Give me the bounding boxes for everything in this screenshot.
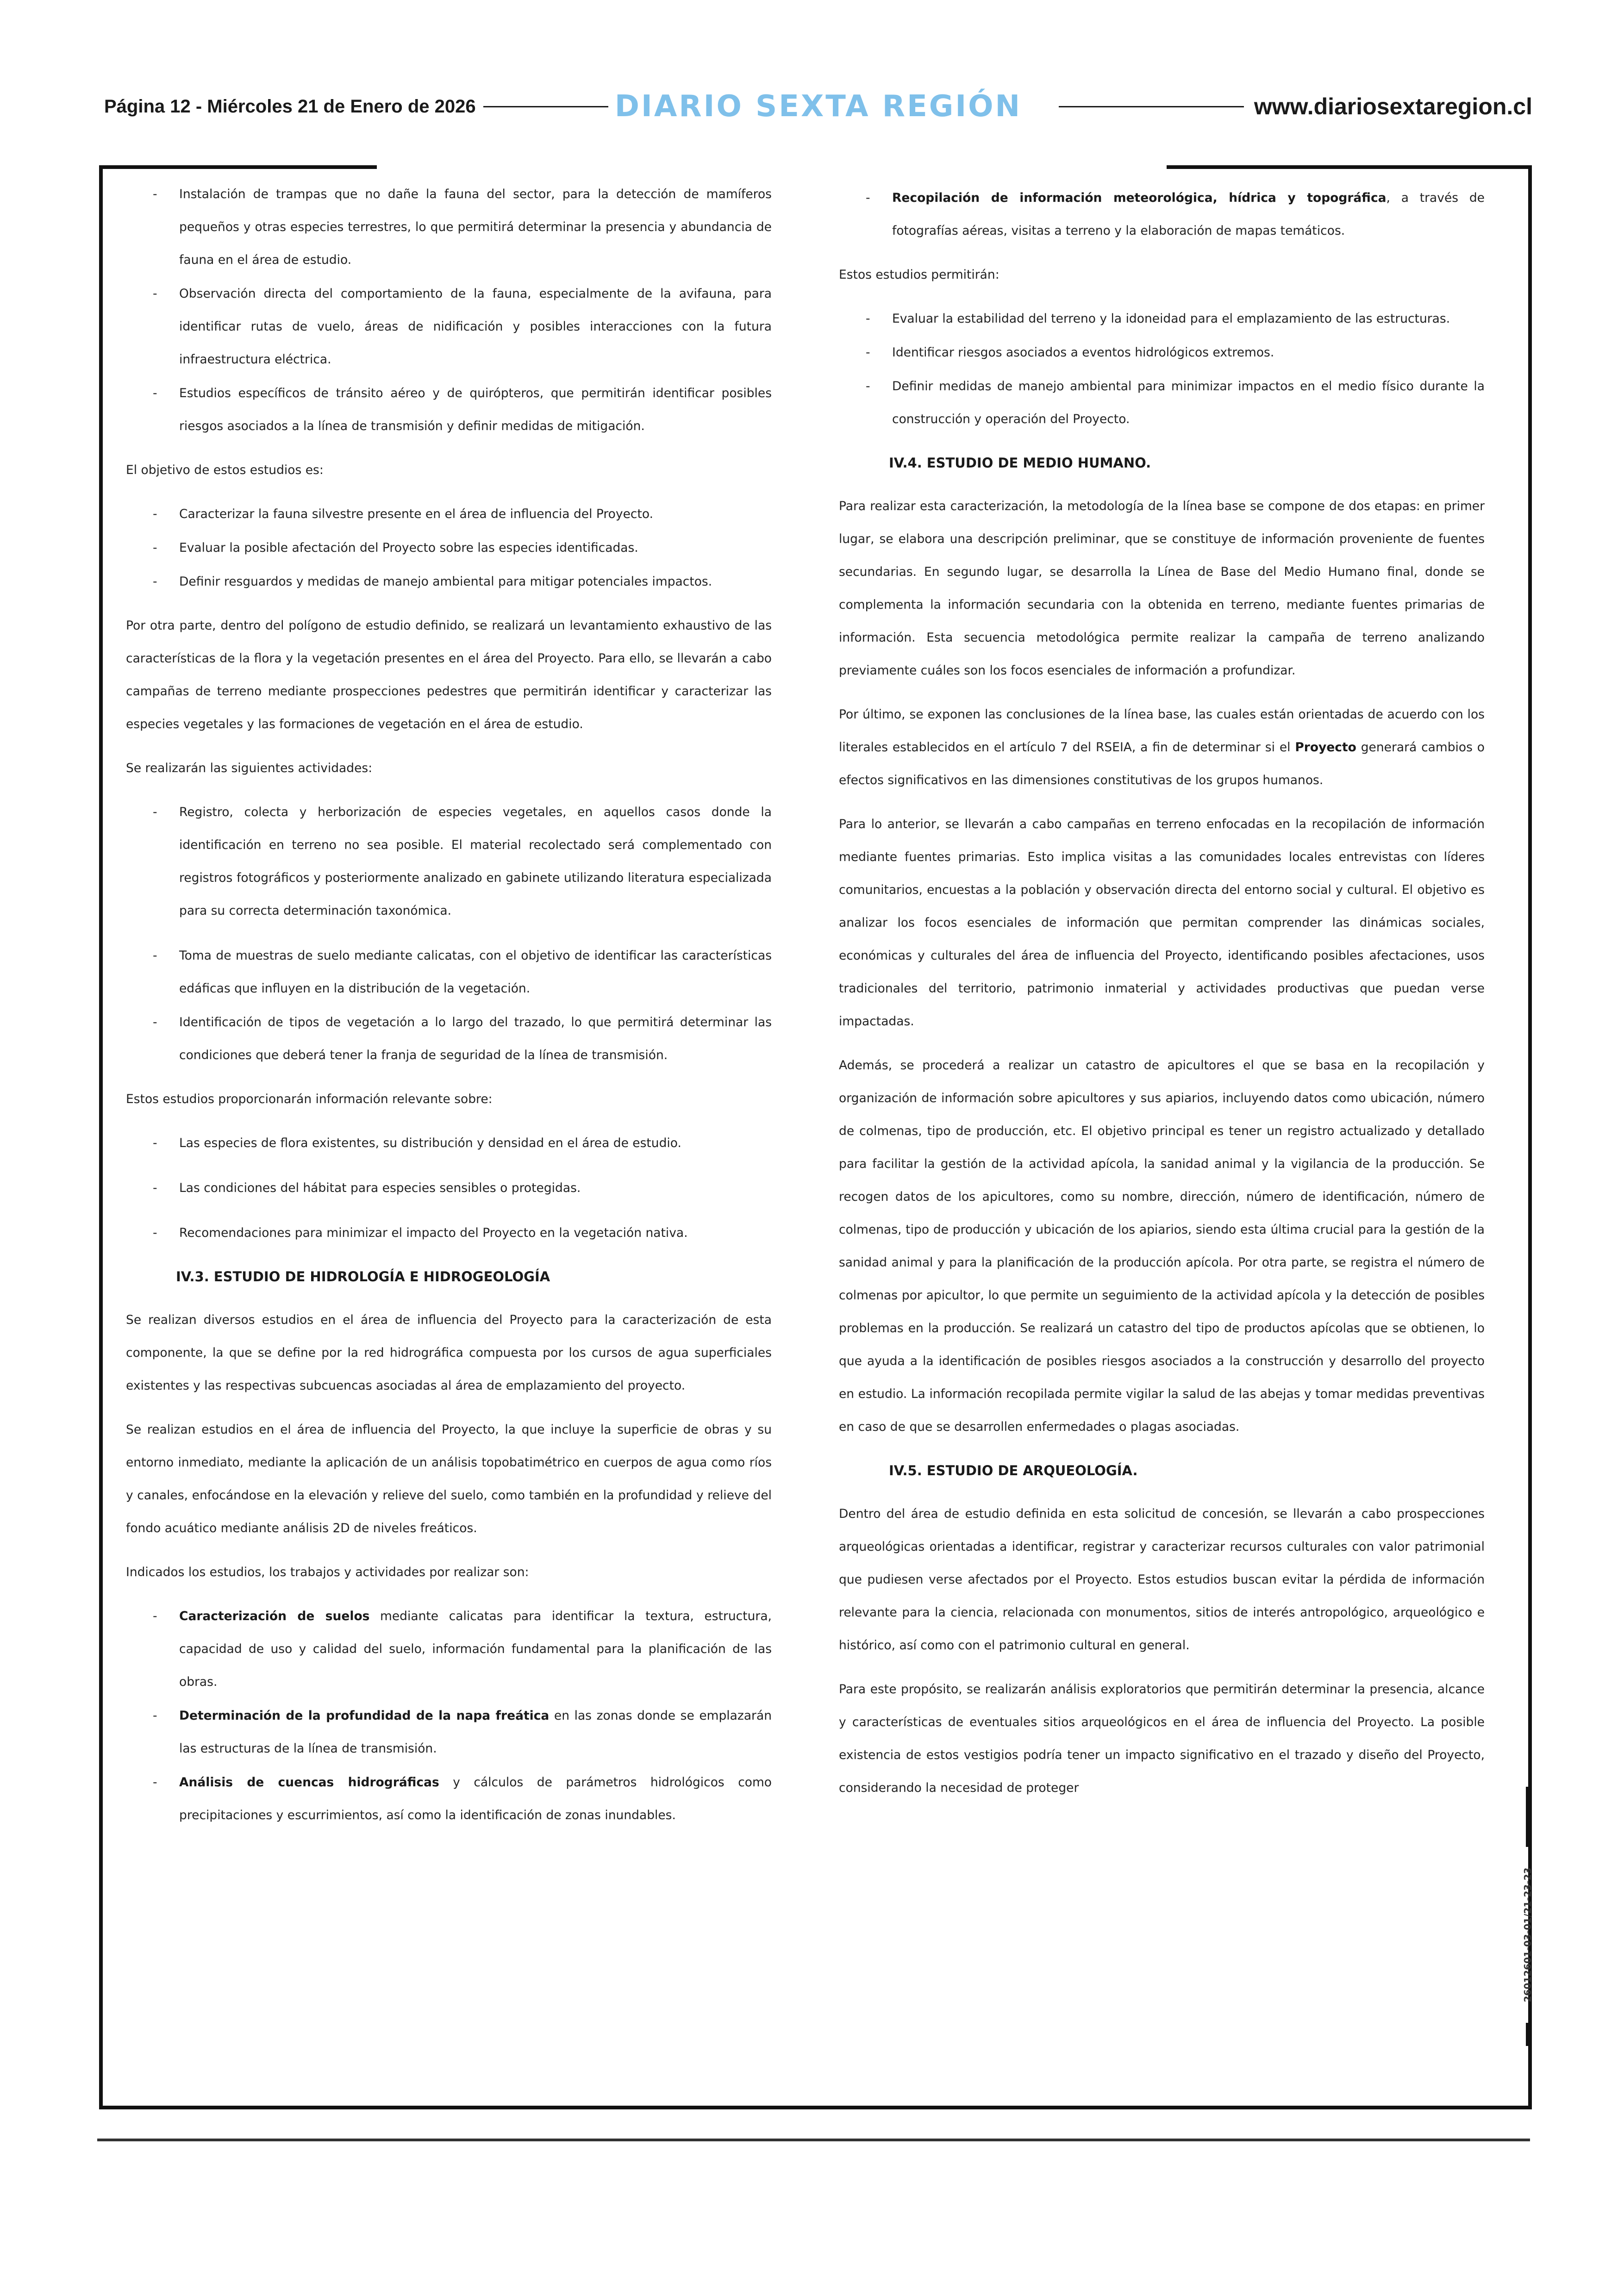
allow-intro: Estos estudios permitirán: bbox=[839, 268, 999, 282]
info-list bbox=[126, 1127, 772, 1249]
list-item: - Registro, colecta y herborización de especies vegetales, en aquellos casos donde la identificación en terreno no sea posible. El material recolectado será complementado con registros fotográficos y posteriormente analizado en gabinete utilizando literatura especializada para su correcta determinación taxonómica. bbox=[153, 805, 772, 918]
side-bar-top bbox=[1526, 1787, 1529, 1847]
list-item: - Toma de muestras de suelo mediante calicatas, con el objetivo de identificar las características edáficas que influyen en la distribución de la vegetación. bbox=[153, 948, 772, 996]
allow-list bbox=[839, 302, 1485, 436]
archaeo-paragraph-1: Dentro del área de estudio definida en esta solicitud de concesión, se llevarán a cabo prospecciones arqueológicas orientadas a identificar, registrar y caracterizar recursos culturales con valor patrimonial que pudiesen verse afectados por el Proyecto. Estos estudios buscan evitar la pérdida de información relevante para la ciencia, relacionada con monumentos, sitios de interés antropológico, arqueológico e histórico, así como con el patrimonio cultural en general. bbox=[839, 1507, 1485, 1653]
list-item: - Recopilación de información meteorológica, hídrica y topográfica, a través de fotografías aéreas, visitas a terreno y la elaboración de mapas temáticos. bbox=[866, 191, 1485, 238]
list-item: - Las condiciones del hábitat para especies sensibles o protegidas. bbox=[153, 1181, 581, 1195]
list-item: - Caracterización de suelos mediante calicatas para identificar la textura, estructura, capacidad de uso y calidad del suelo, información fundamental para la planificación de las obras. bbox=[153, 1609, 772, 1689]
section-heading-iv3: IV.3. ESTUDIO DE HIDROLOGÍA E HIDROGEOLOGÍA bbox=[176, 1269, 550, 1285]
hydro-list bbox=[126, 1600, 772, 1832]
list-item: - Estudios específicos de tránsito aéreo y de quirópteros, que permitirán identificar posibles riesgos asociados a la línea de transmisión y definir medidas de mitigación. bbox=[153, 386, 772, 433]
side-bar-bottom bbox=[1526, 2023, 1529, 2046]
fauna-methods-list bbox=[126, 178, 772, 443]
page-header bbox=[104, 88, 1532, 125]
info-intro: Estos estudios proporcionarán información relevante sobre: bbox=[126, 1092, 493, 1106]
list-item: - Determinación de la profundidad de la napa freática en las zonas donde se emplazarán las estructuras de la línea de transmisión. bbox=[153, 1709, 772, 1756]
human-paragraph-3: Para lo anterior, se llevarán a cabo campañas en terreno enfocadas en la recopilación de información mediante fuentes primarias. Esto implica visitas a las comunidades locales entrevistas con líderes comunitarios, encuestas a la población y observación directa del entorno social y cultural. El objetivo es analizar los focos esenciales de información que permitan comprender las dinámicas sociales, económicas y culturales del área de influencia del Proyecto, identificando posibles afectaciones, usos tradicionales del territorio, patrimonio inmaterial y actividades productivas que puedan verse impactadas. bbox=[839, 817, 1485, 1029]
list-item: - Identificar riesgos asociados a eventos hidrológicos extremos. bbox=[866, 345, 1274, 360]
header-rule-right bbox=[1059, 106, 1244, 107]
newspaper-title: DIARIO SEXTA REGIÓN bbox=[614, 89, 1022, 124]
objectives-list bbox=[126, 498, 772, 598]
list-item: - Observación directa del comportamiento de la fauna, especialmente de la avifauna, para identificar rutas de vuelo, áreas de nidificación y posibles interacciones con la futura infraestructura eléctrica. bbox=[153, 287, 772, 367]
meteo-list bbox=[839, 181, 1485, 247]
section-heading-iv5: IV.5. ESTUDIO DE ARQUEOLOGÍA. bbox=[889, 1463, 1138, 1478]
activities-intro: Se realizarán las siguientes actividades: bbox=[126, 761, 373, 775]
hydro-intro: Indicados los estudios, los trabajos y actividades por realizar son: bbox=[126, 1565, 529, 1579]
hydro-paragraph-1: Se realizan diversos estudios en el área de influencia del Proyecto para la caracterización de esta componente, la que se define por la red hidrográfica compuesta por los cursos de agua superficiales existentes y las respectivas subcuencas asociadas al área de emplazamiento del proyecto. bbox=[126, 1313, 772, 1393]
list-item: - Definir resguardos y medidas de manejo ambiental para mitigar potenciales impactos. bbox=[153, 574, 712, 589]
list-item: - Análisis de cuencas hidrográficas y cálculos de parámetros hidrológicos como precipitaciones y escurrimientos, así como la identificación de zonas inundables. bbox=[153, 1775, 772, 1822]
list-item: - Evaluar la estabilidad del terreno y la idoneidad para el emplazamiento de las estructuras. bbox=[866, 312, 1450, 326]
list-item: - Recomendaciones para minimizar el impacto del Proyecto en la vegetación nativa. bbox=[153, 1226, 688, 1240]
archaeo-paragraph-2: Para este propósito, se realizarán análisis exploratorios que permitirán determinar la presencia, alcance y características de eventuales sitios arqueológicos en el área de influencia del Proyecto. La posible existencia de estos vestigios podría tener un impacto significativo en el trazado y diseño del Proyecto, considerando la necesidad de proteger bbox=[839, 1682, 1485, 1795]
right-column bbox=[839, 181, 1485, 1815]
hydro-paragraph-2: Se realizan estudios en el área de influencia del Proyecto, la que incluye la superficie de obras y su entorno inmediato, mediante la aplicación de un análisis topobatimétrico en cuerpos de agua como ríos y canales, enfocándose en la elevación y relieve del suelo, como también en la profundidad y relieve del fondo acuático mediante análisis 2D de niveles freáticos. bbox=[126, 1422, 772, 1535]
list-item: - Caracterizar la fauna silvestre presente en el área de influencia del Proyecto. bbox=[153, 507, 654, 521]
list-item: - Evaluar la posible afectación del Proyecto sobre las especies identificadas. bbox=[153, 541, 638, 555]
section-heading-iv4: IV.4. ESTUDIO DE MEDIO HUMANO. bbox=[889, 455, 1151, 471]
side-code: 26012601-03-01/21-23-23 bbox=[1522, 1867, 1533, 2002]
list-item: - Las especies de flora existentes, su distribución y densidad en el área de estudio. bbox=[153, 1136, 681, 1150]
flora-paragraph: Por otra parte, dentro del polígono de estudio definido, se realizará un levantamiento exhaustivo de las características de la flora y la vegetación presentes en el área del Proyecto. Para ello, se llevarán a cabo campañas de terreno mediante prospecciones pedestres que permitirán identificar y caracterizar las especies vegetales y las formaciones de vegetación en el área de estudio. bbox=[126, 618, 772, 731]
human-paragraph-1: Para realizar esta caracterización, la metodología de la línea base se compone de dos etapas: en primer lugar, se elabora una descripción preliminar, que se constituye de información proveniente de fuentes secundarias. En segundo lugar, se desarrolla la Línea de Base del Medio Humano final, donde se complementa la información secundaria con la obtenida en terreno, mediante fuentes primarias de información. Esta secuencia metodológica permite realizar la campaña de terreno analizando previamente cuáles son los focos esenciales de información a profundizar. bbox=[839, 499, 1485, 678]
activities-list bbox=[126, 796, 772, 1072]
objective-intro: El objetivo de estos estudios es: bbox=[126, 463, 324, 477]
frame-top-left bbox=[99, 165, 377, 169]
header-right bbox=[1059, 88, 1532, 125]
bottom-rule bbox=[97, 2139, 1530, 2141]
human-paragraph-2: Por último, se exponen las conclusiones de la línea base, las cuales están orientadas de acuerdo con los literales establecidos en el artículo 7 del RSEIA, a fin de determinar si el Proyecto generará cambios o efectos significativos en las dimensiones constitutivas de los grupos humanos. bbox=[839, 707, 1485, 787]
list-item: - Definir medidas de manejo ambiental para minimizar impactos en el medio físico durante la construcción y operación del Proyecto. bbox=[866, 379, 1485, 426]
list-item: - Identificación de tipos de vegetación a lo largo del trazado, lo que permitirá determinar las condiciones que deberá tener la franja de seguridad de la línea de transmisión. bbox=[153, 1015, 772, 1062]
list-item: - Instalación de trampas que no dañe la fauna del sector, para la detección de mamíferos pequeños y otras especies terrestres, lo que permitirá determinar la presencia y abundancia de fauna en el área de estudio. bbox=[153, 187, 772, 267]
left-column bbox=[126, 178, 772, 1843]
page-date: Página 12 - Miércoles 21 de Enero de 2026 bbox=[104, 96, 476, 117]
human-paragraph-4: Además, se procederá a realizar un catastro de apicultores el que se basa en la recopilación y organización de información sobre apicultores y sus apiarios, incluyendo datos como ubicación, número de colmenas, tipo de producción, etc. El objetivo principal es tener un registro actualizado y detallado para facilitar la gestión de la actividad apícola, la sanidad animal y la vigilancia de la producción. Se recogen datos de los apicultores, como su nombre, dirección, número de identificación, número de colmenas, tipo de producción y ubicación de los apiarios, siendo esta última crucial para la gestión de la sanidad animal y para la planificación de la producción apícola. Por otra parte, se registra el número de colmenas por apicultor, lo que permite un seguimiento de la actividad apícola y la detección de posibles problemas en la producción. Se realizará un catastro del tipo de productos apícolas que se obtienen, lo que ayuda a la identificación de posibles riesgos asociados a la construcción y desarrollo del proyecto en estudio. La información recopilada permite vigilar la salud de las abejas y tomar medidas preventivas en caso de que se desarrollen enfermedades o plagas asociadas. bbox=[839, 1058, 1485, 1434]
frame-top-right bbox=[1167, 165, 1532, 169]
website-url: www.diariosextaregion.cl bbox=[1254, 94, 1532, 119]
